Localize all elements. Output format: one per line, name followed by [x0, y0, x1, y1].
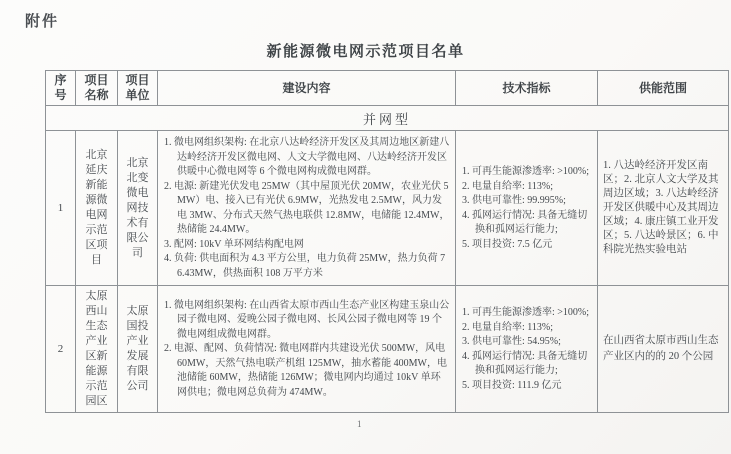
- column-header-supply-scope: 供能范围: [598, 71, 729, 106]
- attachment-label: 附件: [25, 13, 60, 30]
- seq-cell: 1: [46, 131, 76, 286]
- page-number: 1: [357, 419, 362, 429]
- indicator-item: 5. 项目投资: 111.9 亿元: [462, 379, 562, 391]
- document-title: 新能源微电网示范项目名单: [266, 43, 465, 60]
- indicator-item: 5. 项目投资: 7.5 亿元: [462, 238, 553, 250]
- tech-indicators-cell: [456, 286, 598, 413]
- section-row-grid-connected: [46, 106, 729, 131]
- content-item: 1. 微电网组织架构: 在北京八达岭经济开发区及其周边地区新建八达岭经济开发区微电网、人文大学微电网、八达岭经济开发区供暖中心微电网等 6 个微电网构成微电网群。: [164, 137, 450, 177]
- project-unit-cell: 太原国投产业发展有限公司: [118, 286, 158, 413]
- content-item: 4. 负荷: 供电面积为 4.3 平方公里，电力负荷 25MW，热力负荷 76.43MW，供热面积 108 万平方米: [164, 253, 446, 279]
- content-item: 2. 电源: 新建光伏发电 25MW（其中屋顶光伏 20MW，农业光伏 5MW）电、接入已有光伏 6.9MW，光热发电 2.5MW，风力发电 3MW、分布式天然气热电联供 12.8MW，电储能 12.4MW，热储能 24.4MW。: [164, 180, 450, 235]
- seq-cell: 2: [46, 286, 76, 413]
- project-name-cell: 北京延庆新能源微电网示范区项目: [76, 131, 118, 286]
- content-item: 2. 电源、配网、负荷情况: 微电网群内共建设光伏 500MW，风电 60MW，天然气热电联产机组 125MW，抽水蓄能 400MW，电池储能 60MW，热储能 126MW；微电网内均通过 10kV 单环网供电；微电网总负荷为 474MW。: [164, 343, 447, 398]
- column-header-seq: 序号: [46, 71, 76, 106]
- table-row: [46, 286, 729, 413]
- construction-content-cell: [158, 131, 456, 286]
- column-header-project-unit: 项目单位: [118, 71, 158, 106]
- content-item: 1. 微电网组织架构: 在山西省太原市西山生态产业区构建玉泉山公园子微电网、爱晚公园子微电网、长风公园子微电网等 19 个微电网组成微电网群。: [164, 299, 450, 340]
- supply-scope-cell: 1. 八达岭经济开发区南区；2. 北京人文大学及其周边区域；3. 八达岭经济开发区供暖中心及其周边区域；4. 康庄镇工业开发区；5. 八达岭景区；6. 中科院光热实验电站: [598, 131, 729, 286]
- section-label: 并网型: [46, 106, 729, 131]
- supply-scope-cell: 在山西省太原市西山生态产业区内的的 20 个公园: [598, 286, 729, 413]
- project-name-cell: 太原西山生态产业区新能源示范园区: [76, 286, 118, 413]
- table-row: [46, 131, 729, 286]
- tech-indicators-cell: [456, 131, 598, 286]
- project-table: [45, 70, 729, 413]
- indicator-item: 4. 孤网运行情况: 具备无缝切换和孤网运行能力;: [462, 350, 588, 376]
- construction-content-cell: [158, 286, 456, 413]
- indicator-item: 1. 可再生能源渗透率: >100%;: [462, 166, 590, 177]
- indicator-item: 3. 供电可靠性: 54.95%;: [462, 336, 561, 347]
- column-header-project-name: 项目名称: [76, 71, 118, 106]
- column-header-construction-content: 建设内容: [158, 71, 456, 106]
- project-unit-cell: 北京北变微电网技术有限公司: [118, 131, 158, 286]
- indicator-item: 1. 可再生能源渗透率: >100%;: [462, 307, 590, 318]
- indicator-item: 2. 电量自给率: 113%;: [462, 321, 554, 333]
- column-header-tech-indicators: 技术指标: [456, 71, 598, 106]
- indicator-item: 4. 孤网运行情况: 具备无缝切换和孤网运行能力;: [462, 209, 588, 235]
- content-item: 3. 配网: 10kV 单环网结构配电网: [164, 238, 304, 250]
- table-header-row: [46, 71, 729, 106]
- indicator-item: 2. 电量自给率: 113%;: [462, 180, 554, 192]
- indicator-item: 3. 供电可靠性: 99.995%;: [462, 195, 566, 206]
